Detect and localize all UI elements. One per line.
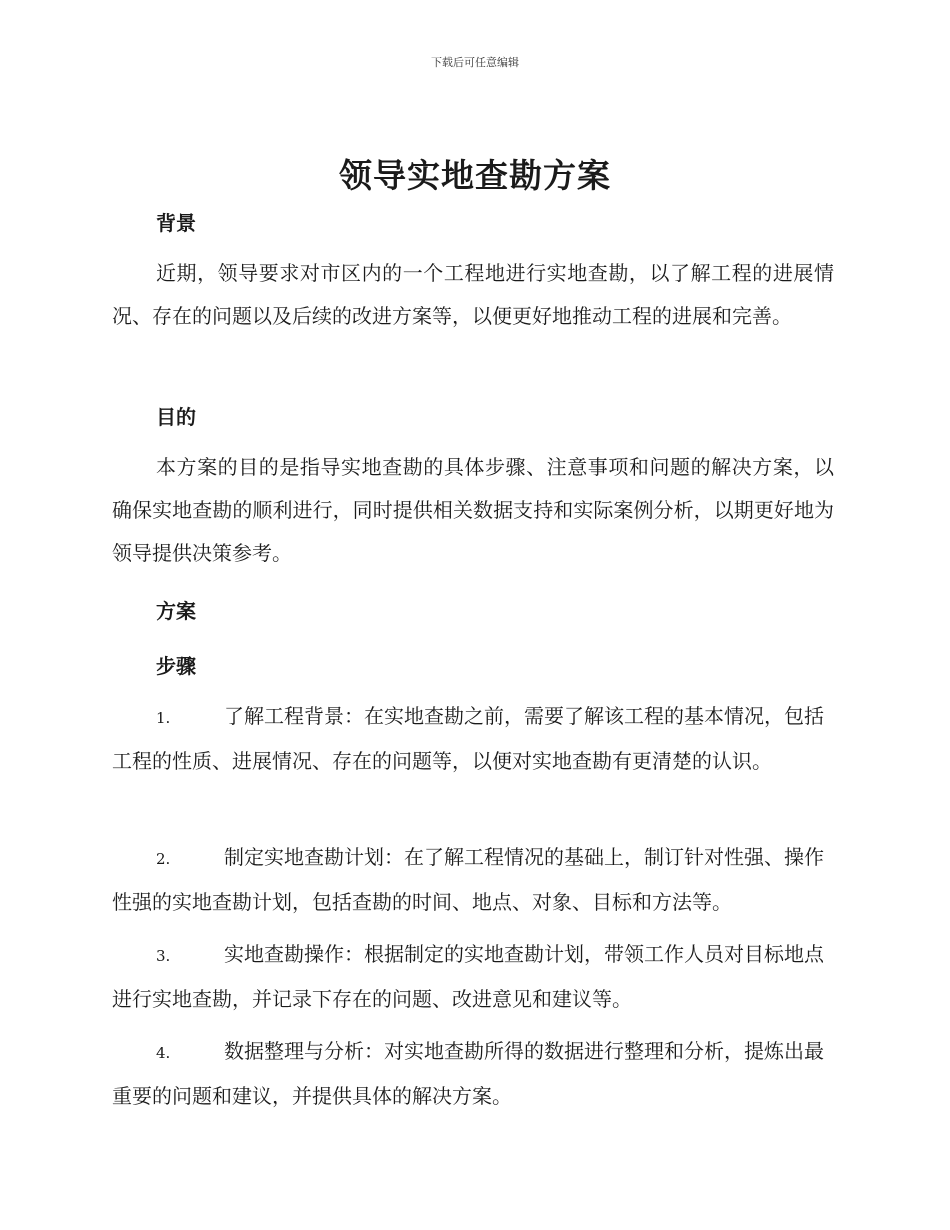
header-note: 下载后可任意编辑	[431, 56, 519, 69]
list-item	[112, 836, 834, 924]
paragraph-purpose: 本方案的目的是指导实地查勘的具体步骤、注意事项和问题的解决方案，以确保实地查勘的顺利进行，同时提供相关数据支持和实际案例分析，以期更好地为领导提供决策参考。	[112, 455, 834, 565]
heading-plan: 方案	[156, 599, 196, 623]
document-title: 领导实地查勘方案	[339, 156, 611, 195]
list-item	[112, 933, 834, 1021]
list-item	[112, 1030, 834, 1118]
heading-steps: 步骤	[156, 654, 196, 678]
step-number: 1.	[156, 709, 171, 727]
heading-purpose: 目的	[156, 405, 196, 429]
step-number: 4.	[156, 1044, 171, 1062]
step-text: 实地查勘操作：根据制定的实地查勘计划，带领工作人员对目标地点进行实地查勘，并记录下存在的问题、改进意见和建议等。	[112, 942, 824, 1011]
step-text: 数据整理与分析：对实地查勘所得的数据进行整理和分析，提炼出最重要的问题和建议，并提供具体的解决方案。	[112, 1039, 824, 1108]
list-item	[112, 695, 834, 783]
heading-background: 背景	[156, 211, 196, 235]
step-text: 制定实地查勘计划：在了解工程情况的基础上，制订针对性强、操作性强的实地查勘计划，包括查勘的时间、地点、对象、目标和方法等。	[112, 845, 824, 914]
paragraph-background: 近期，领导要求对市区内的一个工程地进行实地查勘，以了解工程的进展情况、存在的问题以及后续的改进方案等，以便更好地推动工程的进展和完善。	[112, 261, 834, 328]
step-number: 2.	[156, 850, 171, 868]
step-text: 了解工程背景：在实地查勘之前，需要了解该工程的基本情况，包括工程的性质、进展情况、存在的问题等，以便对实地查勘有更清楚的认识。	[112, 704, 824, 773]
step-number: 3.	[156, 947, 171, 965]
